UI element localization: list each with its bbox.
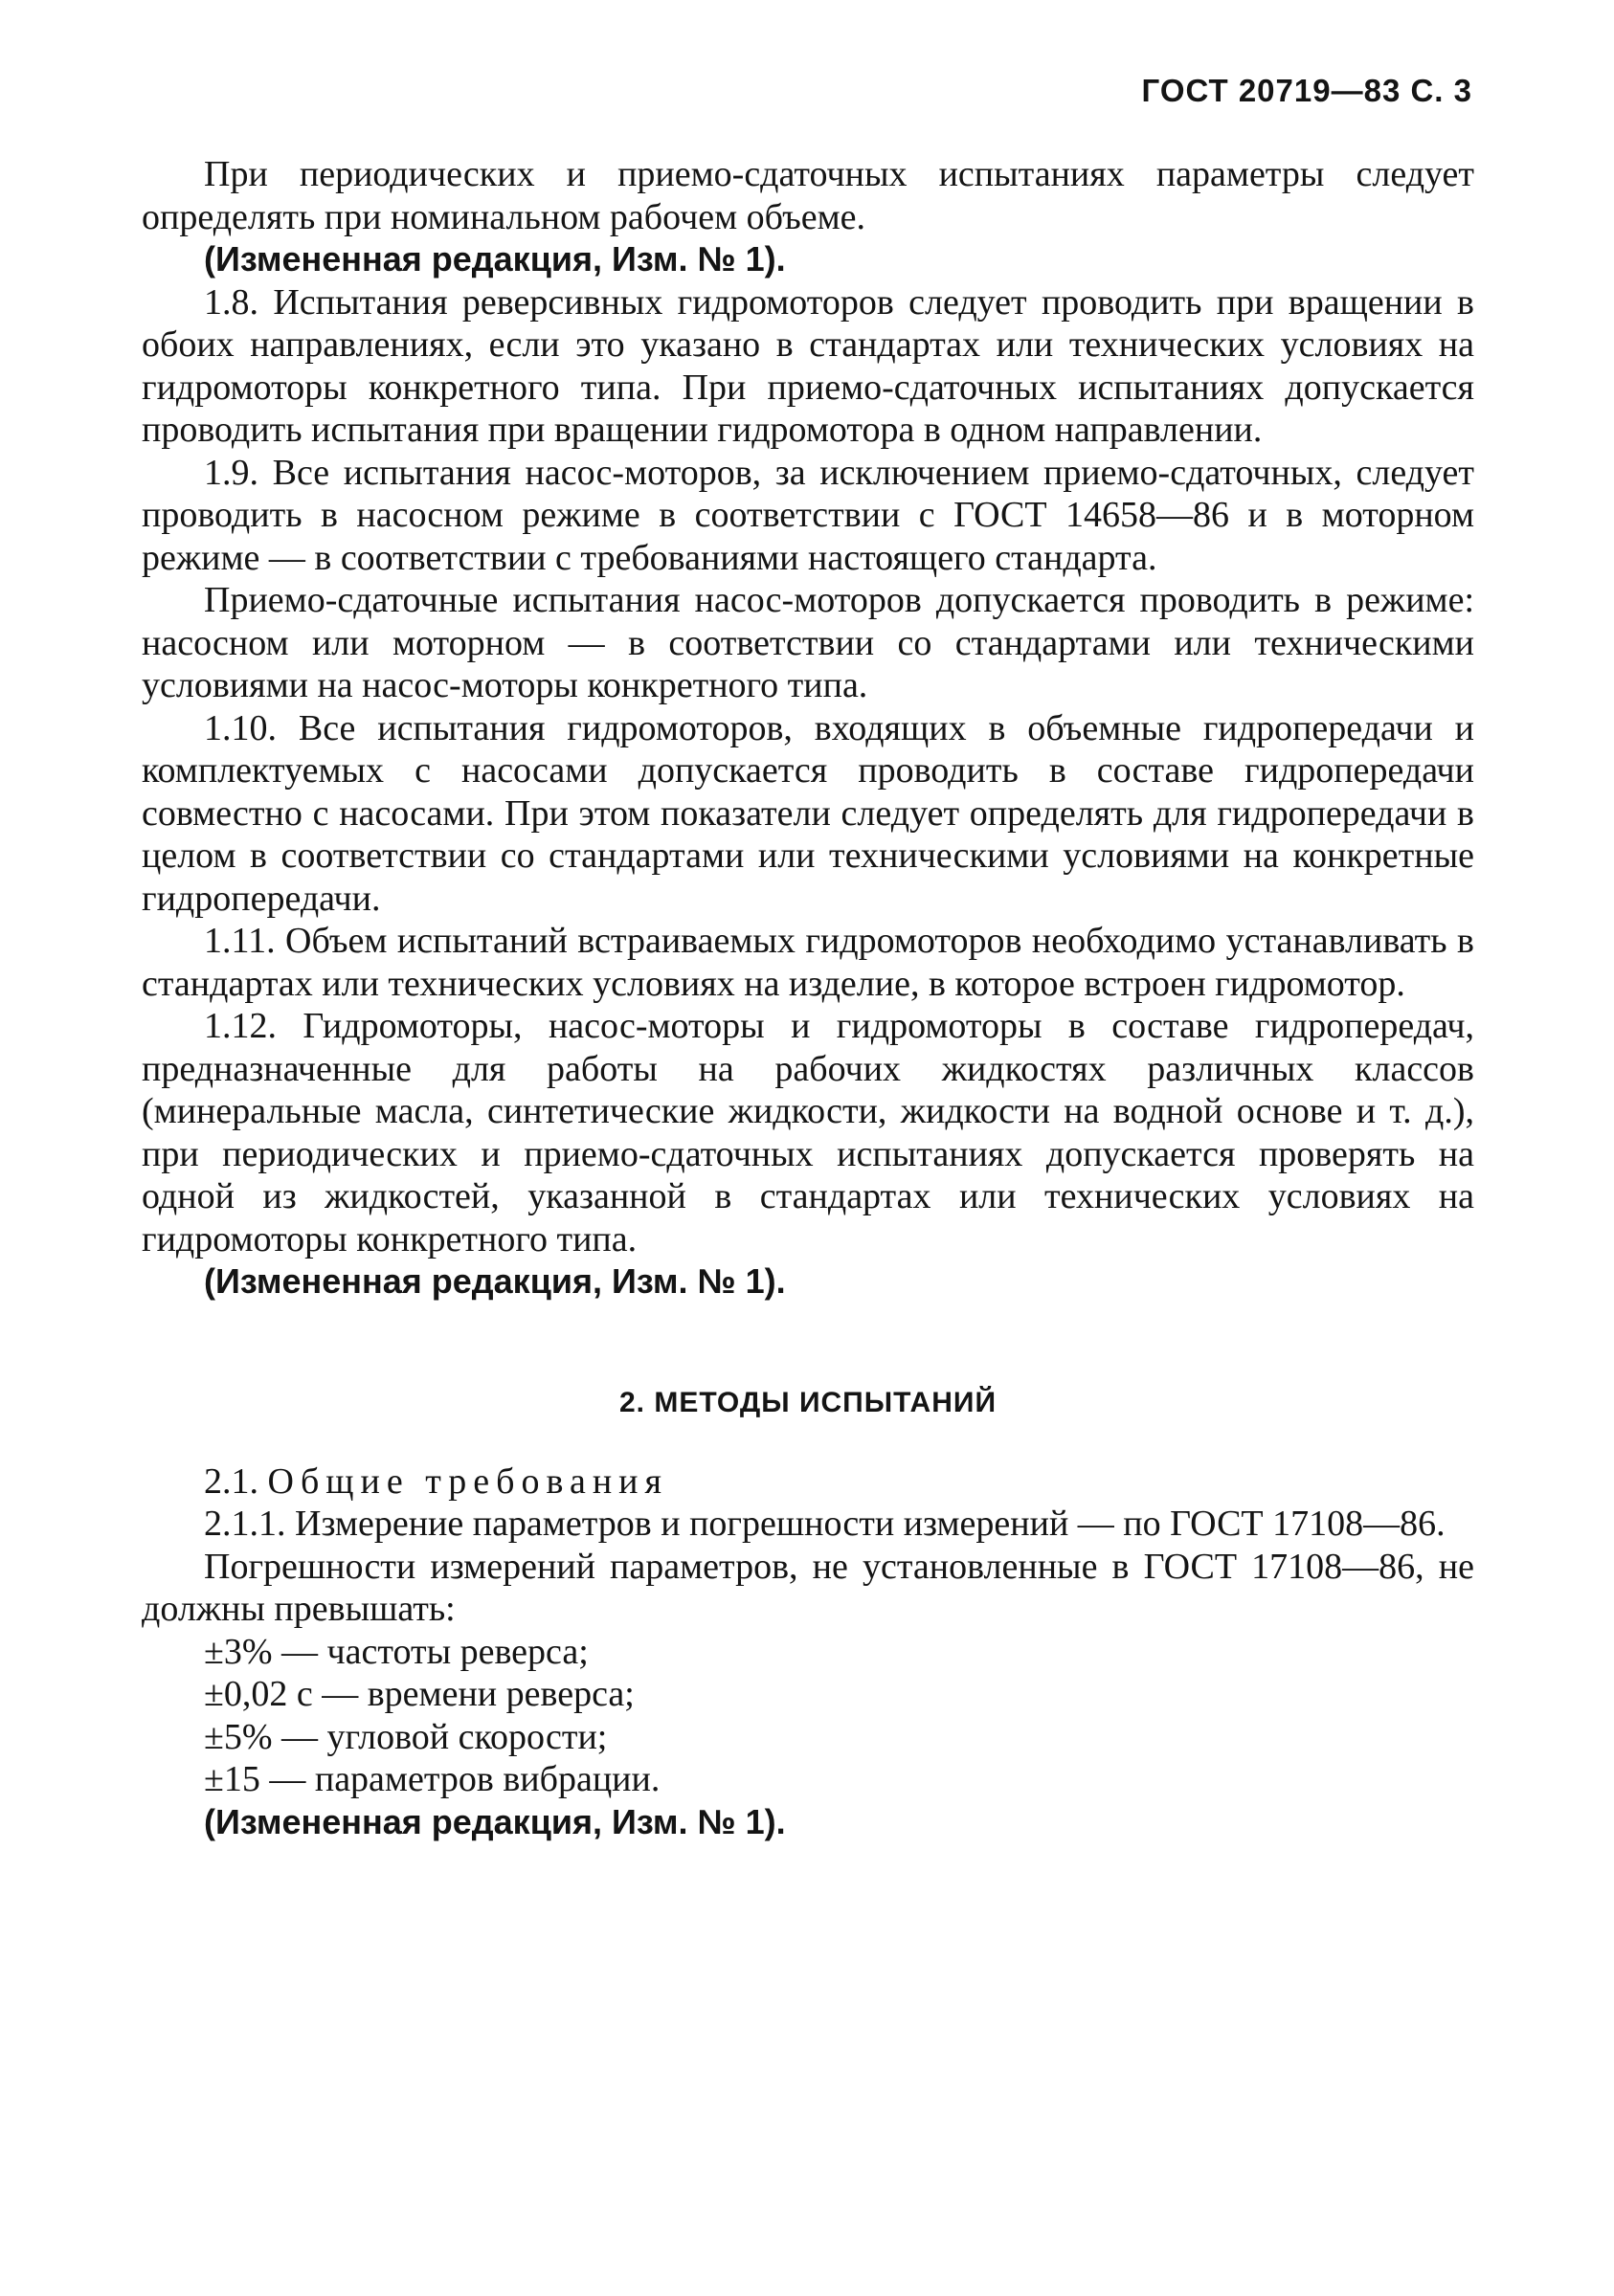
subsection-number: 2.1. bbox=[204, 1460, 258, 1502]
clause-1-9-acceptance: Приемо-сдаточные испытания насос-моторов допускается проводить в режиме: насосном или моторном — в соответствии со стандартами или техническими условиями на насос-моторы конкретного типа. bbox=[142, 580, 1474, 705]
tolerance-item: ±0,02 с — времени реверса; bbox=[204, 1674, 635, 1714]
amendment-note: (Измененная редакция, Изм. № 1). bbox=[204, 1261, 786, 1301]
tolerance-item: ±5% — угловой скорости; bbox=[204, 1716, 608, 1757]
subsection-title: Общие требования bbox=[267, 1460, 668, 1502]
amendment-note: (Измененная редакция, Изм. № 1). bbox=[204, 1801, 786, 1841]
clause-1-8: 1.8. Испытания реверсивных гидромоторов следует проводить при вращении в обоих направлениях, если это указано в стандартах или технических условиях на гидромоторы конкретного типа. При приемо-сдаточных испытаниях допускается проводить испытания при вращении гидромотора в одном направлении. bbox=[142, 281, 1474, 450]
amendment-note: (Измененная редакция, Изм. № 1). bbox=[204, 239, 786, 279]
section-title: 2. МЕТОДЫ ИСПЫТАНИЙ bbox=[619, 1386, 997, 1418]
clause-1-10: 1.10. Все испытания гидромоторов, входящих в объемные гидропередачи и комплектуемых с насосами допускается проводить в составе гидропередачи совместно с насосами. При этом показатели следует определять для гидропередачи в целом в соответствии со стандартами или техническими условиями на конкретные гидропередачи. bbox=[142, 707, 1474, 919]
clause-1-12: 1.12. Гидромоторы, насос-моторы и гидромоторы в составе гидропередач, предназначенные для работы на рабочих жидкостях различных классов (минеральные масла, синтетические жидкости, жидкости на водной основе и т. д.), при периодических и приемо-сдаточных испытаниях допускается проверять на одной из жидкостей, указанной в стандартах или технических условиях на гидромоторы конкретного типа. bbox=[142, 1006, 1474, 1259]
tolerance-item: ±15 — параметров вибрации. bbox=[204, 1759, 661, 1799]
tolerance-item: ±3% — частоты реверса; bbox=[204, 1631, 589, 1672]
page-content bbox=[142, 153, 1474, 1843]
page-header: ГОСТ 20719—83 С. 3 bbox=[1141, 73, 1472, 108]
clause-2-1-1-errors: Погрешности измерений параметров, не установленные в ГОСТ 17108—86, не должны превышать: bbox=[142, 1546, 1474, 1629]
subsection-heading bbox=[142, 1460, 1474, 1504]
clause-1-11: 1.11. Объем испытаний встраиваемых гидромоторов необходимо устанавливать в стандартах или технических условиях на изделие, в которое встроен гидромотор. bbox=[142, 921, 1474, 1004]
clause-2-1-1: 2.1.1. Измерение параметров и погрешности измерений — по ГОСТ 17108—86. bbox=[204, 1504, 1446, 1544]
paragraph-intro: При периодических и приемо-сдаточных испытаниях параметры следует определять при номинальном рабочем объеме. bbox=[142, 154, 1474, 237]
clause-1-9: 1.9. Все испытания насос-моторов, за исключением приемо-сдаточных, следует проводить в насосном режиме в соответствии с ГОСТ 14658—86 и в моторном режиме — в соответствии с требованиями настоящего стандарта. bbox=[142, 452, 1474, 578]
